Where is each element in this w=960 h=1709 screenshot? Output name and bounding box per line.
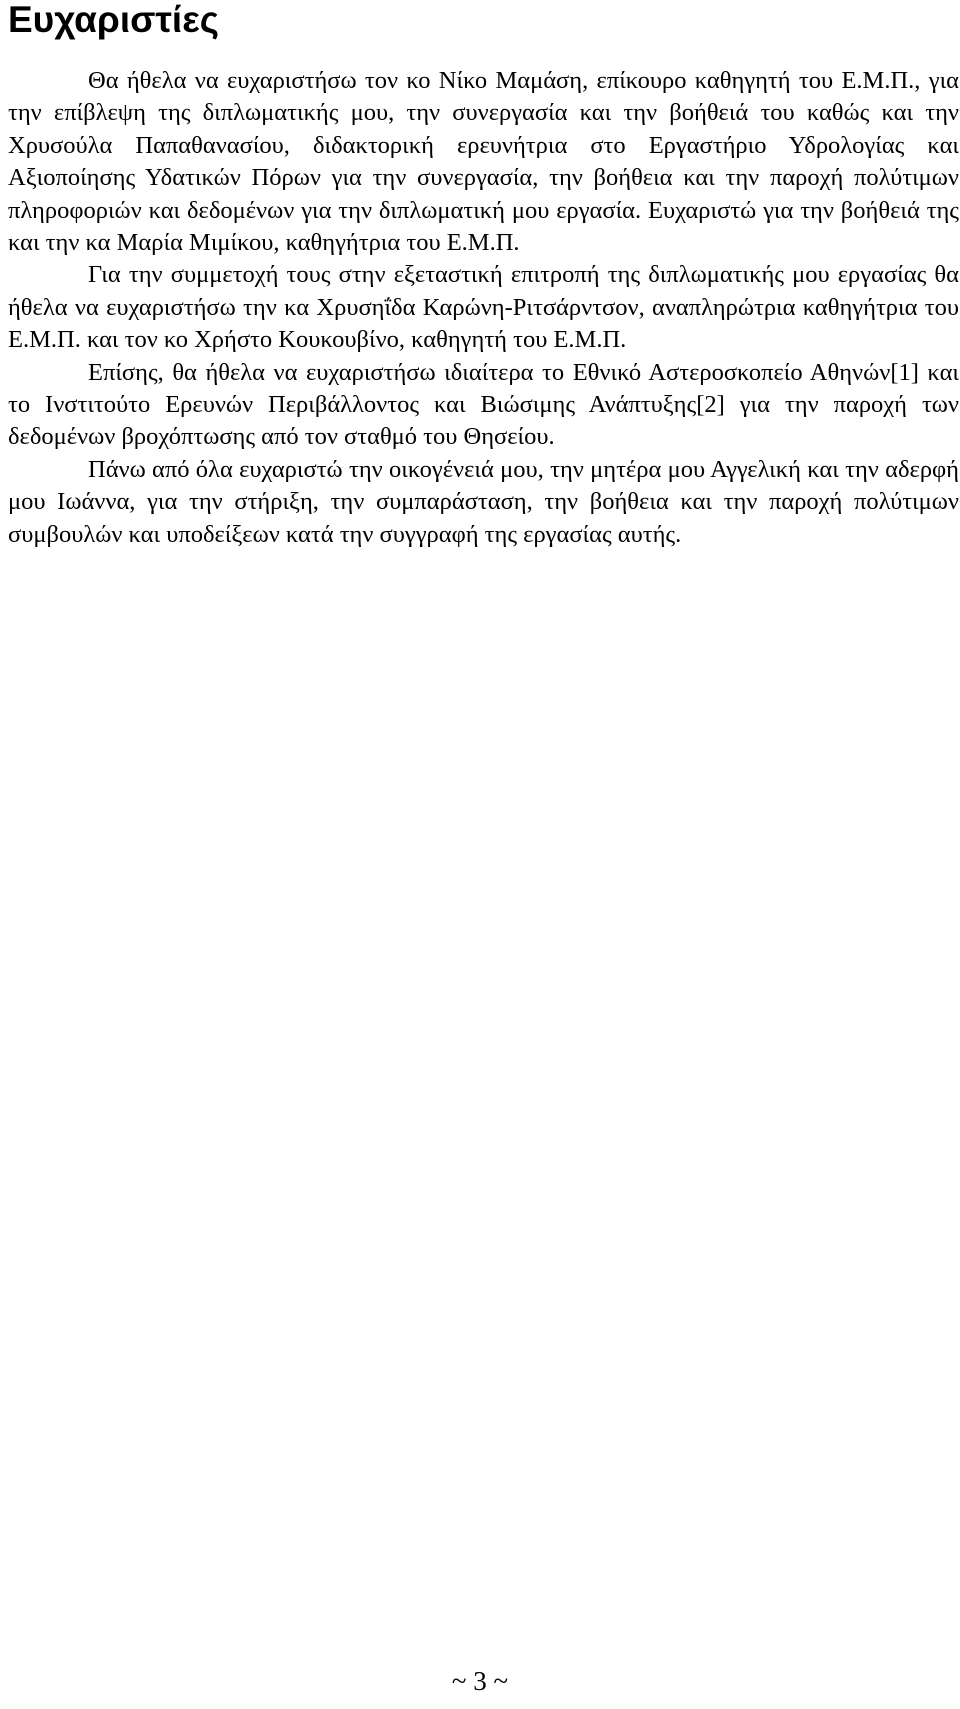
- paragraph-data-providers: Επίσης, θα ήθελα να ευχαριστήσω ιδιαίτερα το Εθνικό Αστεροσκοπείο Αθηνών[1] και το Ινστιτούτο Ερευνών Περιβάλλοντος και Βιώσιμης Ανάπτυξης[2] για την παροχή των δεδομένων βροχόπτωσης από τον σταθμό του Θησείου.: [8, 358, 959, 451]
- page-title: Ευχαριστίες: [8, 0, 219, 40]
- page-number: ~ 3 ~: [451, 1666, 509, 1696]
- acknowledgements-body: [8, 65, 959, 551]
- paragraph-committee: Για την συμμετοχή τους στην εξεταστική επιτροπή της διπλωματικής μου εργασίας θα ήθελα να ευχαριστήσω την κα Χρυσηΐδα Καρώνη-Ριτσάρντσον, αναπληρώτρια καθηγήτρια του Ε.Μ.Π. και τον κο Χρήστο Κουκουβίνο, καθηγητή του Ε.Μ.Π.: [8, 261, 959, 354]
- paragraph-family: Πάνω από όλα ευχαριστώ την οικογένειά μου, την μητέρα μου Αγγελική και την αδερφή μου Ιωάννα, για την στήριξη, την συμπαράσταση, την βοήθεια και την παροχή πολύτιμων συμβουλών και υποδείξεων κατά την συγγραφή της εργασίας αυτής.: [8, 455, 959, 548]
- paragraph-advisors: Θα ήθελα να ευχαριστήσω τον κο Νίκο Μαμάση, επίκουρο καθηγητή του Ε.Μ.Π., για την επίβλεψη της διπλωματικής μου, την συνεργασία και την βοήθειά του καθώς και την Χρυσούλα Παπαθανασίου, διδακτορική ερευνήτρια στο Εργαστήριο Υδρολογίας και Αξιοποίησης Υδατικών Πόρων για την συνεργασία, την βοήθεια και την παροχή πολύτιμων πληροφοριών και δεδομένων για την διπλωματική μου εργασία. Ευχαριστώ για την βοήθειά της και την κα Μαρία Μιμίκου, καθηγήτρια του Ε.Μ.Π.: [8, 67, 959, 257]
